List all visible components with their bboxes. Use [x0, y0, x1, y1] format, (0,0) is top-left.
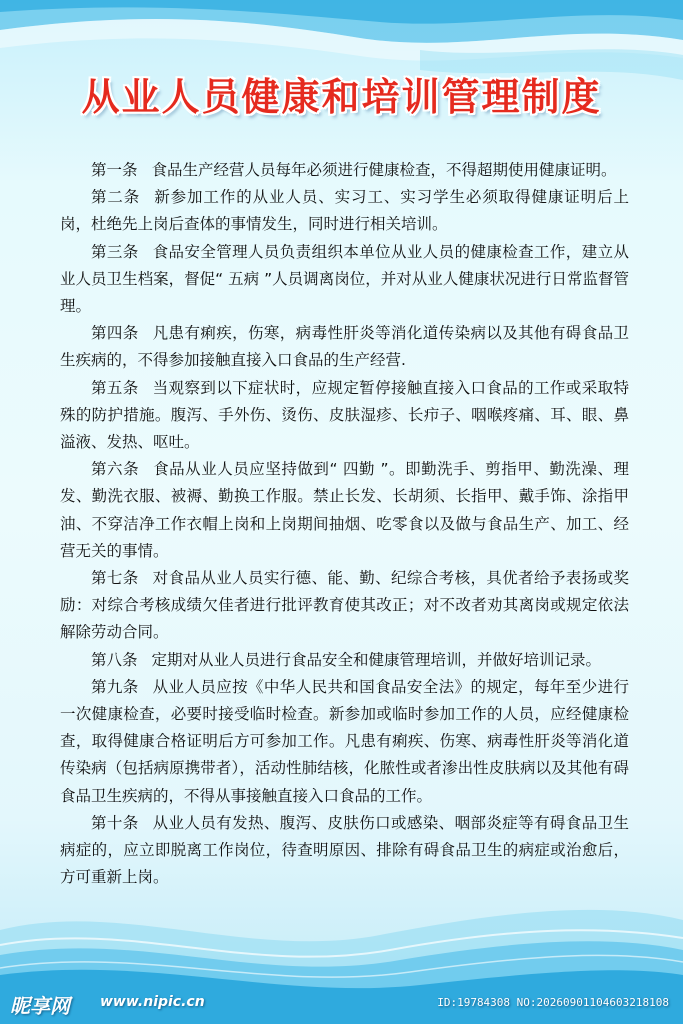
article-number: 第六条 — [91, 460, 140, 479]
article-3 — [60, 239, 629, 321]
article-number: 第四条 — [91, 324, 139, 343]
article-number: 第二条 — [91, 188, 141, 207]
article-number: 第七条 — [91, 569, 139, 588]
article-6 — [60, 456, 629, 565]
article-number: 第五条 — [91, 378, 139, 397]
article-text: 从业人员应按《中华人民共和国食品安全法》的规定，每年至少进行一次健康检查，必要时接受临时检查。新参加或临时参加工作的人员，应经健康检查，取得健康合格证明后方可参加工作。凡患有痢疾、伤寒、病毒性肝炎等消化道传染病（包括病原携带者），活动性肺结核，化脓性或者渗出性皮肤病以及其他有碍食品卫生疾病的，不得从事接触直接入口食品的工作。 — [60, 677, 629, 805]
article-text: 从业人员有发热、腹泻、皮肤伤口或感染、咽部炎症等有碍食品卫生病症的，应立即脱离工作岗位，待查明原因、排除有碍食品卫生的病症或治愈后，方可重新上岗。 — [60, 813, 629, 887]
article-8 — [60, 647, 629, 674]
article-text: 定期对从业人员进行食品安全和健康管理培训，并做好培训记录。 — [151, 650, 602, 669]
article-text: 食品生产经营人员每年必须进行健康检查，不得超期使用健康证明。 — [151, 161, 617, 179]
article-text: 新参加工作的从业人员、实习工、实习学生必须取得健康证明后上岗，杜绝先上岗后查体的事情发生，同时进行相关培训。 — [60, 188, 629, 234]
regulation-body — [60, 157, 629, 891]
article-10 — [60, 810, 629, 892]
watermark-id: ID:19784308 NO:20260901104603218108 — [437, 996, 669, 1009]
article-number: 第三条 — [91, 242, 139, 261]
article-number: 第八条 — [91, 650, 138, 669]
article-4 — [60, 320, 629, 374]
article-9 — [60, 674, 629, 810]
article-7 — [60, 565, 629, 647]
watermark-bar — [0, 984, 683, 1024]
article-2 — [60, 184, 629, 238]
page-title: 从业人员健康和培训管理制度 — [81, 75, 602, 119]
article-number: 第十条 — [91, 813, 139, 832]
article-text: 食品安全管理人员负责组织本单位从业人员的健康检查工作，建立从业人员卫生档案，督促“ 五病 ”人员调离岗位，并对从业人健康状况进行日常监督管理。 — [60, 242, 629, 316]
article-text: 食品从业人员应坚持做到“ 四勤 ”。即勤洗手、剪指甲、勤洗澡、理发、勤洗衣服、被褥、勤换工作服。禁止长发、长胡须、长指甲、戴手饰、涂指甲油、不穿洁净工作衣帽上岗和上岗期间抽烟、吃零食以及做与食品生产、加工、经营无关的事情。 — [60, 460, 629, 560]
article-text: 凡患有痢疾，伤寒，病毒性肝炎等消化道传染病以及其他有碍食品卫生疾病的，不得参加接触直接入口食品的生产经营. — [60, 324, 629, 370]
article-number: 第九条 — [91, 677, 139, 696]
article-5 — [60, 375, 629, 457]
article-text: 当观察到以下症状时，应规定暂停接触直接入口食品的工作或采取特殊的防护措施。腹泻、手外伤、烫伤、皮肤湿疹、长疖子、咽喉疼痛、耳、眼、鼻溢液、发热、呕吐。 — [60, 378, 629, 452]
watermark-logo: 昵享网 — [10, 994, 70, 1018]
article-text: 对食品从业人员实行德、能、勤、纪综合考核，具优者给予表扬或奖励：对综合考核成绩欠佳者进行批评教育使其改正；对不改者劝其离岗或规定依法解除劳动合同。 — [60, 569, 629, 642]
article-1 — [60, 157, 629, 184]
watermark-url: www.nipic.cn — [100, 994, 205, 1010]
article-number: 第一条 — [91, 161, 138, 179]
